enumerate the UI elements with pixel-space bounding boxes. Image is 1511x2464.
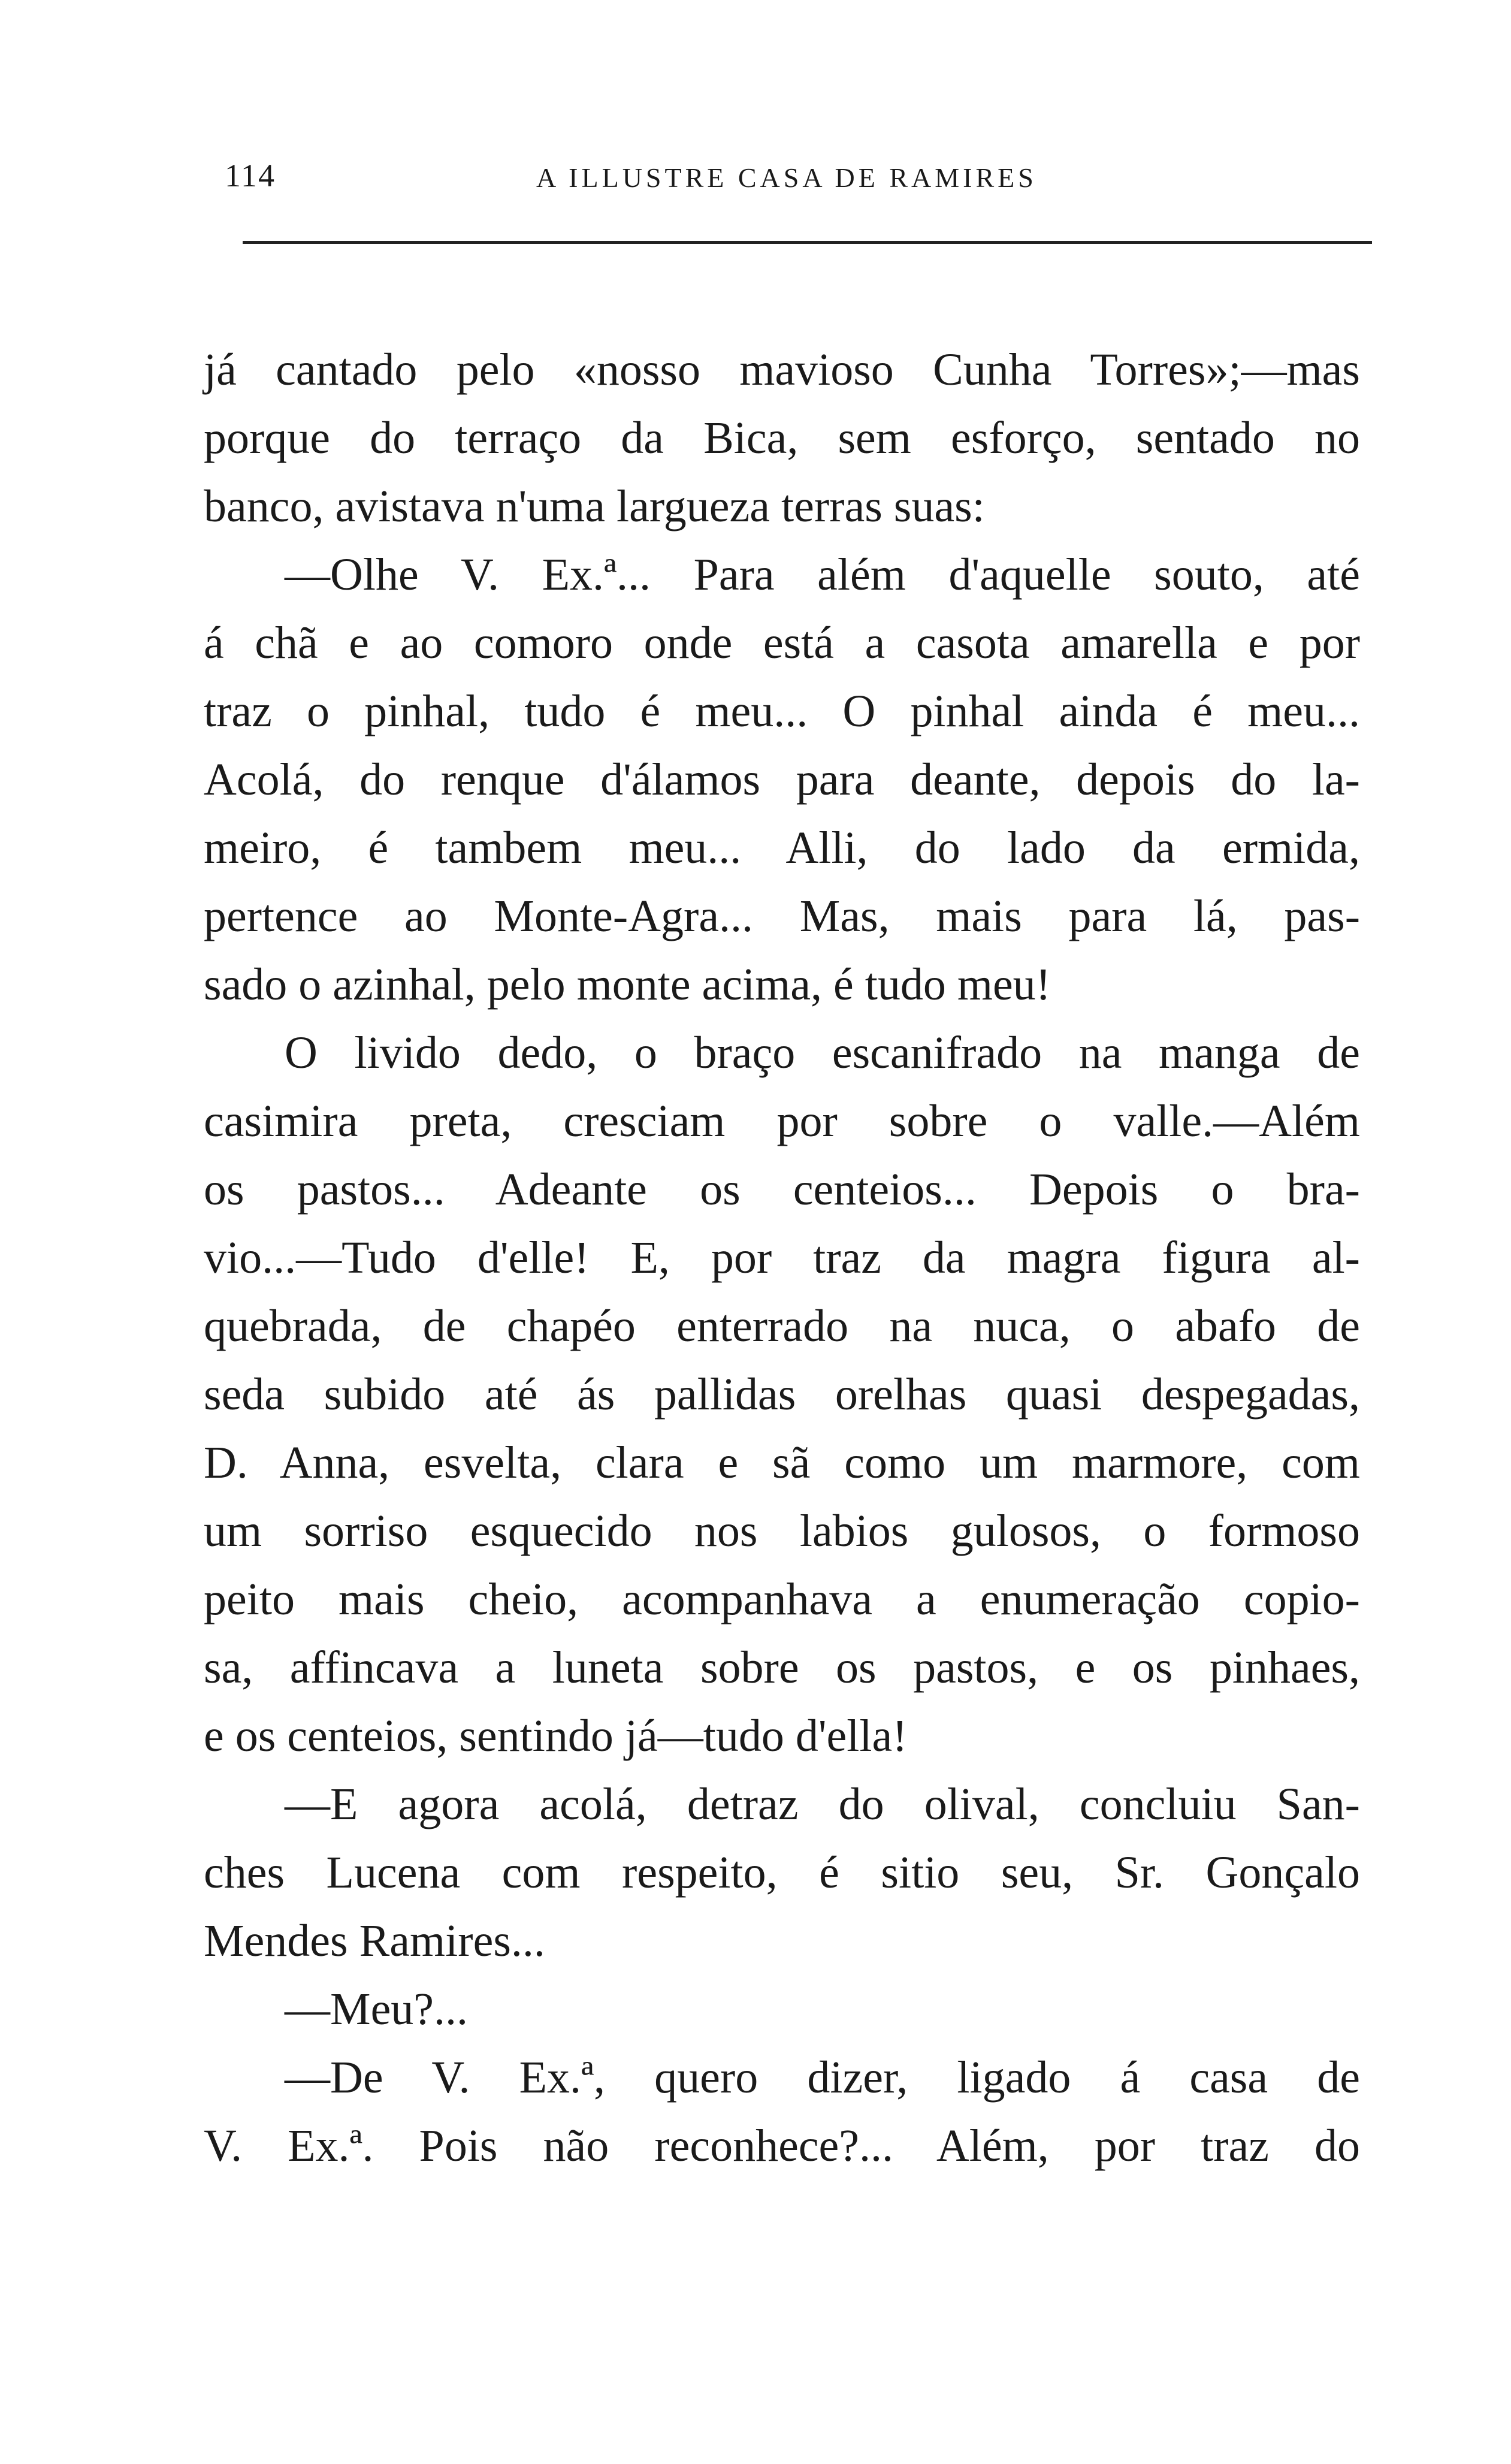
- text-line: sado o azinhal, pelo monte acima, é tudo meu!: [204, 959, 1051, 1010]
- text-line: —Olhe V. Ex.ª... Para além d'aquelle souto, até: [285, 549, 1360, 600]
- text-line: —E agora acolá, detraz do olival, concluiu San-: [285, 1779, 1360, 1829]
- text-line: seda subido até ás pallidas orelhas quasi despegadas,: [204, 1369, 1360, 1420]
- text-line: meiro, é tambem meu... Alli, do lado da ermida,: [204, 823, 1360, 873]
- text-line: Acolá, do renque d'álamos para deante, depois do la-: [204, 754, 1360, 805]
- text-line: D. Anna, esvelta, clara e sã como um marmore, com: [204, 1438, 1360, 1488]
- text-line: traz o pinhal, tudo é meu... O pinhal ainda é meu...: [204, 686, 1360, 736]
- text-line: sa, affincava a luneta sobre os pastos, e os pinhaes,: [204, 1642, 1360, 1693]
- text-line: vio...—Tudo d'elle! E, por traz da magra figura al-: [204, 1233, 1360, 1283]
- text-line: porque do terraço da Bica, sem esforço, sentado no: [204, 413, 1360, 463]
- text-line: V. Ex.ª. Pois não reconhece?... Além, por traz do: [204, 2121, 1360, 2171]
- text-line: banco, avistava n'uma largueza terras suas:: [204, 481, 985, 532]
- text-line: e os centeios, sentindo já—tudo d'ella!: [204, 1711, 908, 1761]
- text-line: —Meu?...: [285, 1984, 469, 2034]
- text-line: casimira preta, cresciam por sobre o valle.—Além: [204, 1096, 1360, 1146]
- text-line: O livido dedo, o braço escanifrado na manga de: [285, 1028, 1360, 1078]
- page-header: [225, 157, 1378, 205]
- text-line: Mendes Ramires...: [204, 1916, 545, 1966]
- text-line: um sorriso esquecido nos labios gulosos, o formoso: [204, 1506, 1360, 1556]
- text-line: os pastos... Adeante os centeios... Depois o bra-: [204, 1164, 1360, 1215]
- running-title: A ILLUSTRE CASA DE RAMIRES: [536, 162, 1037, 193]
- text-line: á chã e ao comoro onde está a casota amarella e por: [204, 618, 1360, 668]
- text-line: —De V. Ex.ª, quero dizer, ligado á casa de: [285, 2052, 1360, 2103]
- body-text: [204, 336, 1360, 2180]
- text-line: ches Lucena com respeito, é sitio seu, Sr. Gonçalo: [204, 1847, 1360, 1898]
- header-rule: [243, 241, 1372, 244]
- text-line: pertence ao Monte-Agra... Mas, mais para lá, pas-: [204, 891, 1360, 941]
- page-number: 114: [225, 158, 276, 194]
- text-line: peito mais cheio, acompanhava a enumeração copio-: [204, 1574, 1360, 1624]
- text-line: quebrada, de chapéo enterrado na nuca, o abafo de: [204, 1301, 1360, 1351]
- text-line: já cantado pelo «nosso mavioso Cunha Torres»;—mas: [204, 345, 1360, 395]
